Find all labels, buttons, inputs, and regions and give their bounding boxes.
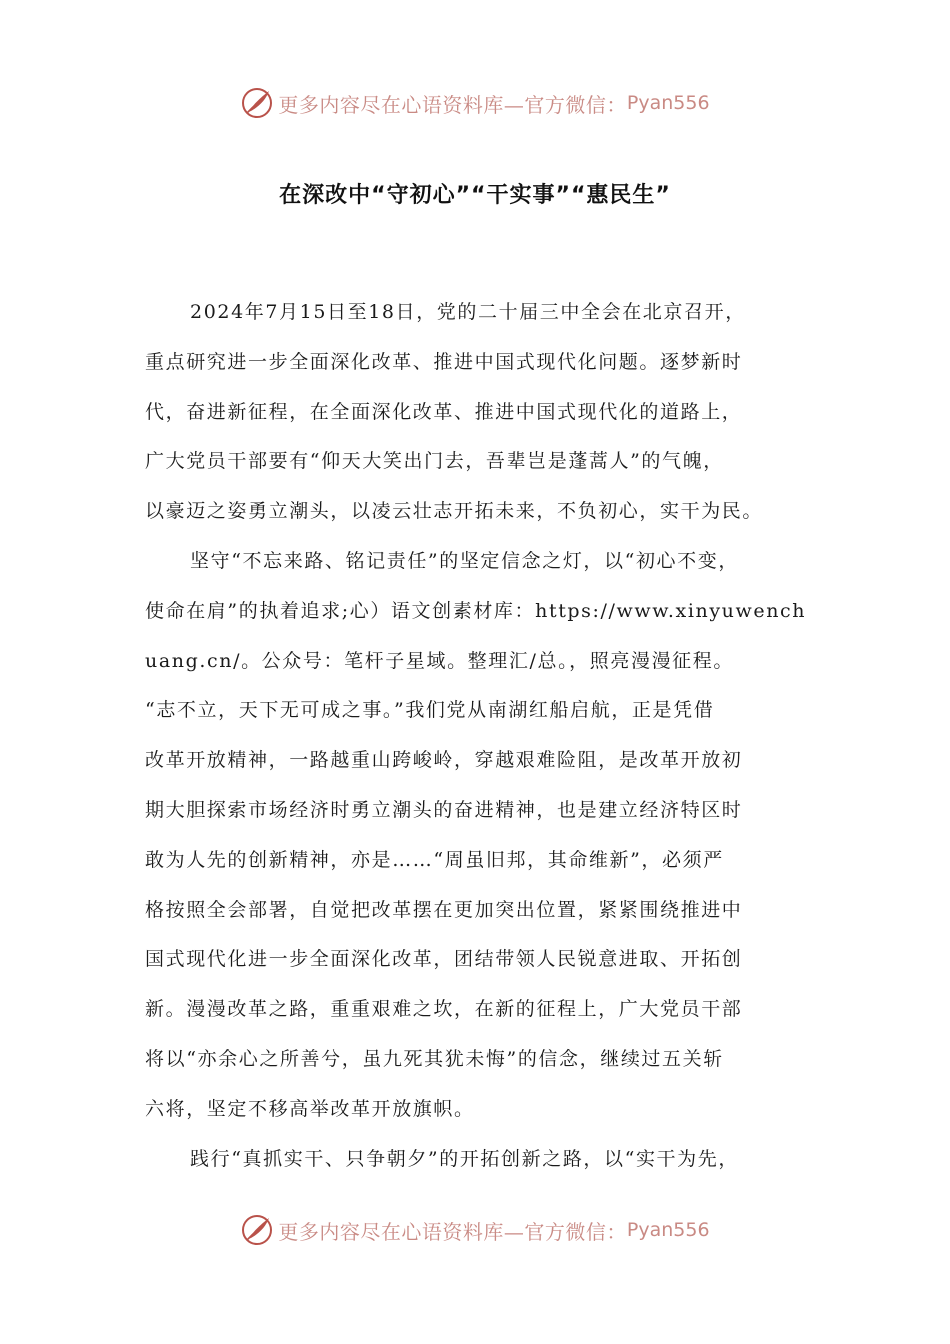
wechat-id: Pyan556 (626, 92, 710, 114)
document-title: 在深改中“守初心”“干实事”“惠民生” (279, 183, 671, 208)
paragraph-line: 敢为人先的创新精神，亦是……“周虽旧邦，其命维新”，必须严 (145, 848, 724, 871)
paragraph-line: 改革开放精神，一路越重山跨峻岭，穿越艰难险阻，是改革开放初 (145, 749, 743, 772)
paragraph-line: 使命在肩”的执着追求;心）语文创素材库：https://www.xinyuwench (145, 599, 807, 622)
paragraph-line: 代，奋进新征程，在全面深化改革、推进中国式现代化的道路上， (145, 400, 743, 423)
paragraph-line: 以豪迈之姿勇立潮头，以凌云壮志开拓未来，不负初心，实干为民。 (145, 500, 764, 523)
paragraph-line: 将以“亦余心之所善兮，虽九死其犹未悔”的信念，继续过五关斩 (145, 1047, 724, 1070)
paragraph-line: 广大党员干部要有“仰天大笑出门去，吾辈岂是蓬蒿人”的气魄， (145, 450, 724, 473)
paragraph-line: 期大胆探索市场经济时勇立潮头的奋进精神，也是建立经济特区时 (145, 798, 743, 821)
quill-pen-logo-icon (240, 86, 274, 120)
paragraph-line: 六将，坚定不移高举改革开放旗帜。 (145, 1097, 475, 1120)
paragraph-line: 重点研究进一步全面深化改革、推进中国式现代化问题。逐梦新时 (145, 350, 743, 373)
paragraph-line: uang.cn/。公众号：笔杆子星域。整理汇/总。，照亮漫漫征程。 (145, 649, 734, 672)
paragraph-line: 坚守“不忘来路、铭记责任”的坚定信念之灯，以“初心不变， (190, 549, 739, 572)
article-body (145, 288, 810, 1184)
paragraph-line: 践行“真抓实干、只争朝夕”的开拓创新之路，以“实干为先， (190, 1147, 739, 1170)
footer-banner (0, 1208, 950, 1252)
banner-text: 更多内容尽在心语资料库—官方微信： (278, 92, 627, 117)
paragraph-line: 格按照全会部署，自觉把改革摆在更加突出位置，紧紧围绕推进中 (145, 898, 743, 921)
paragraph-line: 国式现代化进一步全面深化改革，团结带领人民锐意进取、开拓创 (145, 948, 743, 971)
paragraph-line: “志不立，天下无可成之事。”我们党从南湖红船启航，正是凭借 (145, 699, 715, 722)
paragraph-line: 新。漫漫改革之路，重重艰难之坎，在新的征程上，广大党员干部 (145, 998, 743, 1021)
wechat-id: Pyan556 (626, 1219, 710, 1241)
header-banner (0, 81, 950, 125)
paragraph-line: 2024年7月15日至18日，党的二十届三中全会在北京召开， (190, 301, 746, 323)
quill-pen-logo-icon (240, 1213, 274, 1247)
banner-text: 更多内容尽在心语资料库—官方微信： (278, 1219, 627, 1244)
